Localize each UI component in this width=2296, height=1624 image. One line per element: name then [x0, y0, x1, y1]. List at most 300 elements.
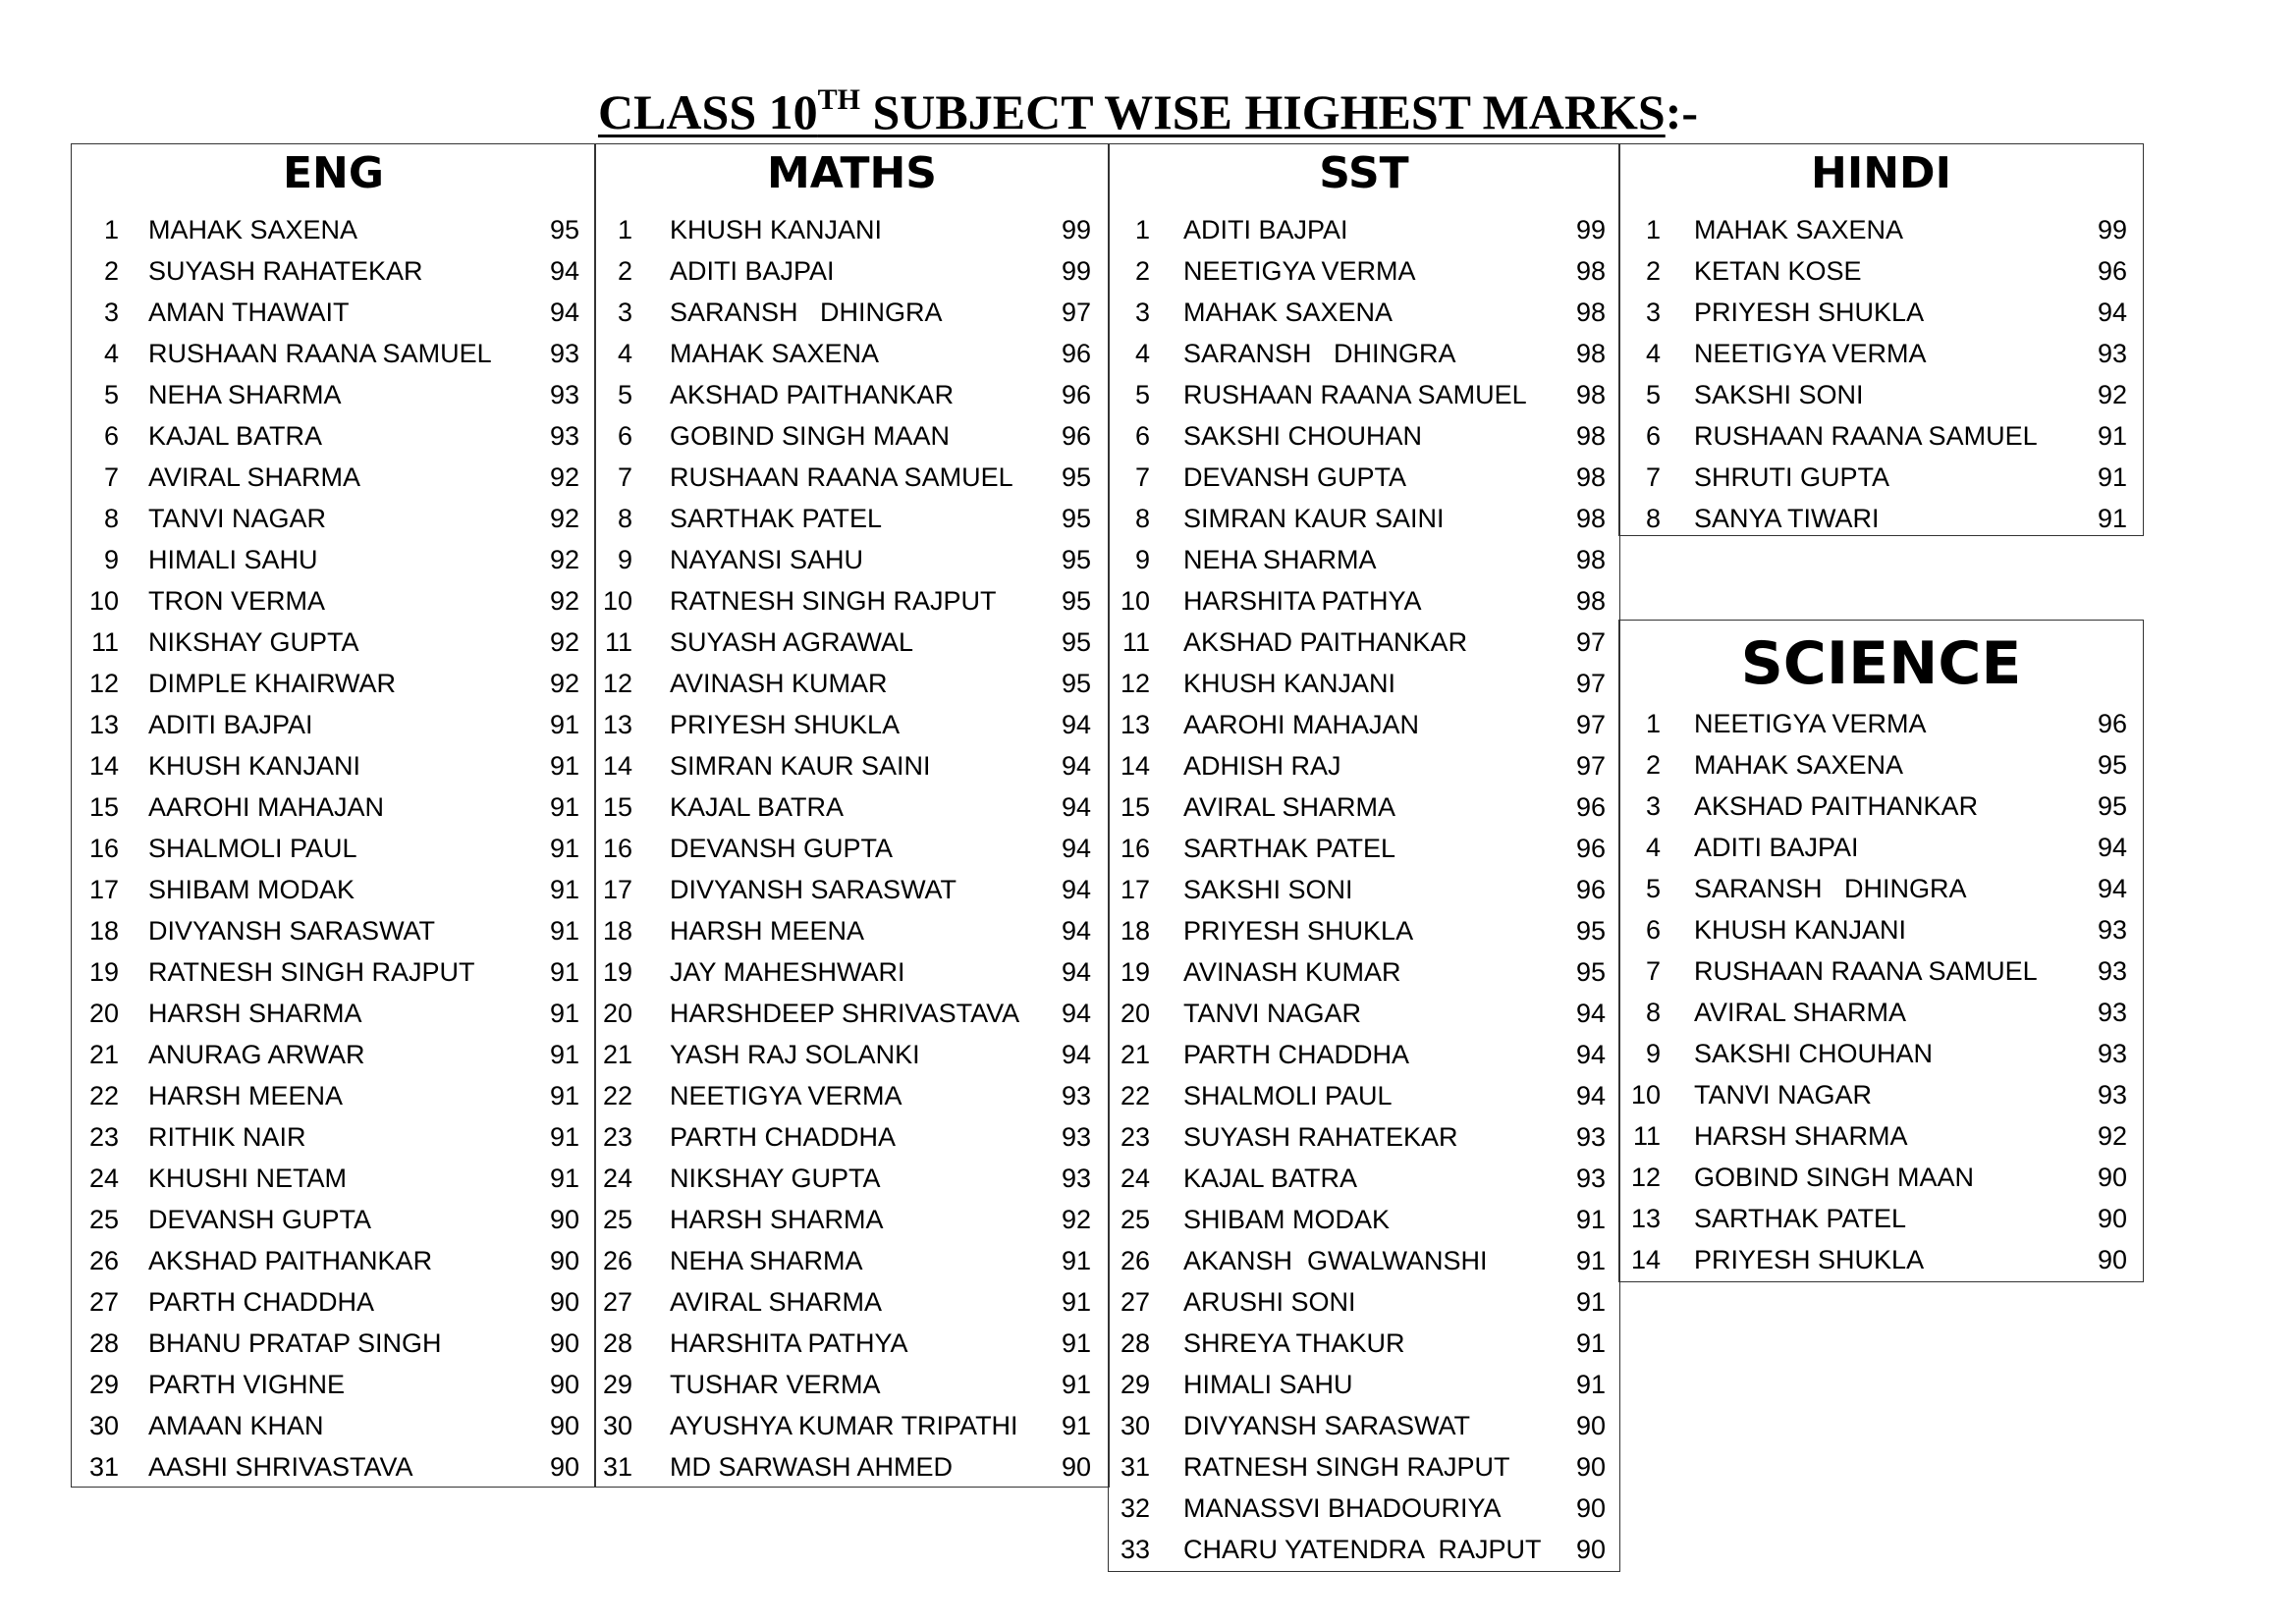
- eng-row: [72, 498, 595, 539]
- rank-number: 21: [88, 1040, 119, 1069]
- maths-row: [595, 993, 1109, 1034]
- marks: 93: [1575, 1122, 1606, 1152]
- rank-number: 17: [88, 875, 119, 904]
- student-name: HIMALI SAHU: [1183, 1370, 1353, 1399]
- student-name: MAHAK SAXENA: [670, 339, 880, 368]
- rank-number: 10: [88, 586, 119, 616]
- hindi-row: [1619, 374, 2143, 415]
- student-name: KHUSH KANJANI: [670, 215, 883, 244]
- sst-row: [1109, 1075, 1619, 1116]
- sst-row: [1109, 1034, 1619, 1075]
- rank-number: 20: [1120, 999, 1150, 1028]
- science-row: [1619, 950, 2143, 992]
- science-row: [1619, 703, 2143, 744]
- eng-row: [72, 745, 595, 786]
- student-name: AKSHAD PAITHANKAR: [148, 1246, 433, 1275]
- student-name: MAHAK SAXENA: [148, 215, 358, 244]
- rank-number: 22: [602, 1081, 632, 1110]
- marks: 97: [1575, 669, 1606, 698]
- marks: 98: [1575, 421, 1606, 451]
- student-name: HARSHITA PATHYA: [670, 1328, 908, 1358]
- sst-row: [1109, 1240, 1619, 1281]
- marks: 90: [549, 1411, 579, 1440]
- sst-row: [1109, 1529, 1619, 1570]
- marks: 93: [2097, 915, 2127, 945]
- science-row: [1619, 1239, 2143, 1280]
- marks: 94: [1061, 999, 1091, 1028]
- marks: 95: [1061, 545, 1091, 574]
- eng-row: [72, 539, 595, 580]
- marks: 92: [549, 669, 579, 698]
- student-name: KHUSH KANJANI: [1183, 669, 1396, 698]
- marks: 98: [1575, 256, 1606, 286]
- sst-row: [1109, 1364, 1619, 1405]
- rank-number: 24: [1120, 1164, 1150, 1193]
- marks: 94: [1575, 1081, 1606, 1110]
- sst-row: [1109, 1281, 1619, 1323]
- student-name: HARSH MEENA: [148, 1081, 344, 1110]
- marks: 95: [1061, 669, 1091, 698]
- student-name: KAJAL BATRA: [670, 792, 845, 822]
- rank-number: 9: [1134, 545, 1150, 574]
- marks: 92: [1061, 1205, 1091, 1234]
- marks: 92: [549, 504, 579, 533]
- science-row: [1619, 1074, 2143, 1115]
- rank-number: 1: [617, 215, 632, 244]
- rank-number: 1: [1134, 215, 1150, 244]
- marks: 91: [549, 957, 579, 987]
- rank-number: 3: [1134, 298, 1150, 327]
- marks: 95: [1575, 916, 1606, 946]
- science-row: [1619, 1157, 2143, 1198]
- hindi-row: [1619, 457, 2143, 498]
- rank-number: 15: [602, 792, 632, 822]
- marks: 94: [1575, 999, 1606, 1028]
- maths-row: [595, 622, 1109, 663]
- marks: 91: [549, 1164, 579, 1193]
- sst-row: [1109, 1446, 1619, 1488]
- rank-number: 30: [88, 1411, 119, 1440]
- student-name: RITHIK NAIR: [148, 1122, 306, 1152]
- marks: 93: [1061, 1081, 1091, 1110]
- student-name: AVIRAL SHARMA: [148, 462, 361, 492]
- marks: 91: [1061, 1370, 1091, 1399]
- rank-number: 14: [1120, 751, 1150, 781]
- marks: 99: [2097, 215, 2127, 244]
- eng-row: [72, 333, 595, 374]
- rank-number: 6: [1645, 915, 1661, 945]
- rank-number: 16: [88, 834, 119, 863]
- rank-number: 14: [602, 751, 632, 781]
- rank-number: 5: [103, 380, 119, 409]
- student-name: TANVI NAGAR: [1694, 1080, 1873, 1110]
- marks: 91: [549, 916, 579, 946]
- eng-heading: ENG: [283, 148, 384, 198]
- student-name: SARANSH DHINGRA: [1183, 339, 1456, 368]
- rank-number: 16: [602, 834, 632, 863]
- rank-number: 7: [617, 462, 632, 492]
- student-name: NEHA SHARMA: [1183, 545, 1377, 574]
- eng-row: [72, 704, 595, 745]
- sst-row: [1109, 745, 1619, 786]
- science-row: [1619, 785, 2143, 827]
- student-name: MAHAK SAXENA: [1183, 298, 1394, 327]
- rank-number: 8: [617, 504, 632, 533]
- marks: 91: [549, 710, 579, 739]
- student-name: RUSHAAN RAANA SAMUEL: [1694, 421, 2038, 451]
- sst-row: [1109, 1405, 1619, 1446]
- rank-number: 29: [1120, 1370, 1150, 1399]
- marks: 91: [549, 1122, 579, 1152]
- eng-row: [72, 374, 595, 415]
- rank-number: 30: [602, 1411, 632, 1440]
- rank-number: 11: [1121, 627, 1150, 657]
- student-name: GOBIND SINGH MAAN: [670, 421, 951, 451]
- marks: 96: [1061, 339, 1091, 368]
- maths-row: [595, 828, 1109, 869]
- rank-number: 27: [1120, 1287, 1150, 1317]
- rank-number: 10: [602, 586, 632, 616]
- eng-row: [72, 1446, 595, 1488]
- eng-row: [72, 209, 595, 250]
- marks: 94: [1061, 792, 1091, 822]
- eng-row: [72, 993, 595, 1034]
- hindi-row: [1619, 250, 2143, 292]
- rank-number: 6: [1645, 421, 1661, 451]
- eng-row: [72, 951, 595, 993]
- marks: 90: [2097, 1245, 2127, 1274]
- marks: 91: [2097, 504, 2127, 533]
- student-name: SARTHAK PATEL: [1694, 1204, 1907, 1233]
- marks: 91: [1575, 1287, 1606, 1317]
- sst-row: [1109, 622, 1619, 663]
- eng-row: [72, 869, 595, 910]
- maths-row: [595, 1116, 1109, 1158]
- maths-row: [595, 745, 1109, 786]
- rank-number: 17: [1120, 875, 1150, 904]
- marks: 95: [2097, 791, 2127, 821]
- marks: 97: [1575, 751, 1606, 781]
- student-name: HARSH SHARMA: [670, 1205, 884, 1234]
- student-name: DIVYANSH SARASWAT: [1183, 1411, 1471, 1440]
- marks: 96: [1575, 875, 1606, 904]
- marks: 94: [1061, 957, 1091, 987]
- sst-row: [1109, 1158, 1619, 1199]
- student-name: CHARU YATENDRA RAJPUT: [1183, 1535, 1542, 1564]
- marks: 94: [2097, 298, 2127, 327]
- rank-number: 2: [1645, 750, 1661, 780]
- rank-number: 13: [88, 710, 119, 739]
- sst-row: [1109, 1323, 1619, 1364]
- student-name: SUYASH AGRAWAL: [670, 627, 914, 657]
- rank-number: 28: [88, 1328, 119, 1358]
- marks: 96: [1575, 792, 1606, 822]
- rank-number: 20: [88, 999, 119, 1028]
- marks: 91: [2097, 421, 2127, 451]
- sst-row: [1109, 539, 1619, 580]
- student-name: SUYASH RAHATEKAR: [1183, 1122, 1458, 1152]
- student-name: KETAN KOSE: [1694, 256, 1862, 286]
- marks: 90: [549, 1370, 579, 1399]
- hindi-row: [1619, 333, 2143, 374]
- rank-number: 25: [602, 1205, 632, 1234]
- student-name: SHALMOLI PAUL: [148, 834, 357, 863]
- eng-row: [72, 622, 595, 663]
- marks: 95: [1061, 627, 1091, 657]
- student-name: RUSHAAN RAANA SAMUEL: [1183, 380, 1527, 409]
- rank-number: 9: [103, 545, 119, 574]
- student-name: AMAN THAWAIT: [148, 298, 350, 327]
- student-name: NIKSHAY GUPTA: [148, 627, 359, 657]
- title-superscript: TH: [817, 83, 860, 116]
- maths-row: [595, 333, 1109, 374]
- marks: 98: [1575, 339, 1606, 368]
- rank-number: 14: [88, 751, 119, 781]
- student-name: PARTH CHADDHA: [148, 1287, 375, 1317]
- rank-number: 21: [1120, 1040, 1150, 1069]
- student-name: RUSHAAN RAANA SAMUEL: [1694, 956, 2038, 986]
- student-name: PRIYESH SHUKLA: [1694, 298, 1925, 327]
- eng-row: [72, 415, 595, 457]
- eng-row: [72, 1199, 595, 1240]
- rank-number: 4: [1134, 339, 1150, 368]
- rank-number: 4: [103, 339, 119, 368]
- student-name: GOBIND SINGH MAAN: [1694, 1163, 1975, 1192]
- student-name: KHUSHI NETAM: [148, 1164, 348, 1193]
- student-name: NEETIGYA VERMA: [1694, 339, 1927, 368]
- marks: 95: [1061, 504, 1091, 533]
- sst-row: [1109, 374, 1619, 415]
- sst-row: [1109, 415, 1619, 457]
- student-name: AKSHAD PAITHANKAR: [670, 380, 955, 409]
- student-name: ARUSHI SONI: [1183, 1287, 1356, 1317]
- eng-row: [72, 1158, 595, 1199]
- marks: 93: [2097, 339, 2127, 368]
- student-name: TRON VERMA: [148, 586, 326, 616]
- rank-number: 32: [1120, 1493, 1150, 1523]
- marks: 94: [1061, 1040, 1091, 1069]
- rank-number: 3: [1645, 791, 1661, 821]
- rank-number: 15: [88, 792, 119, 822]
- rank-number: 3: [1645, 298, 1661, 327]
- rank-number: 18: [602, 916, 632, 946]
- maths-row: [595, 374, 1109, 415]
- rank-number: 13: [602, 710, 632, 739]
- student-name: AKSHAD PAITHANKAR: [1694, 791, 1979, 821]
- marks: 91: [2097, 462, 2127, 492]
- rank-number: 16: [1120, 834, 1150, 863]
- science-row: [1619, 1115, 2143, 1157]
- sst-row: [1109, 292, 1619, 333]
- student-name: DIMPLE KHAIRWAR: [148, 669, 397, 698]
- marks: 94: [549, 298, 579, 327]
- student-name: KAJAL BATRA: [1183, 1164, 1358, 1193]
- rank-number: 28: [602, 1328, 632, 1358]
- sst-row: [1109, 828, 1619, 869]
- student-name: SARANSH DHINGRA: [670, 298, 943, 327]
- student-name: RATNESH SINGH RAJPUT: [670, 586, 997, 616]
- student-name: KAJAL BATRA: [148, 421, 323, 451]
- student-name: TANVI NAGAR: [1183, 999, 1362, 1028]
- student-name: ADITI BAJPAI: [670, 256, 835, 286]
- marks: 91: [549, 999, 579, 1028]
- sst-row: [1109, 1116, 1619, 1158]
- rank-number: 8: [1134, 504, 1150, 533]
- rank-number: 8: [1645, 998, 1661, 1027]
- student-name: AKANSH GWALWANSHI: [1183, 1246, 1488, 1275]
- rank-number: 9: [617, 545, 632, 574]
- rank-number: 18: [1120, 916, 1150, 946]
- hindi-row: [1619, 498, 2143, 539]
- student-name: JAY MAHESHWARI: [670, 957, 905, 987]
- student-name: PRIYESH SHUKLA: [1183, 916, 1414, 946]
- sst-row: [1109, 663, 1619, 704]
- marks: 90: [1575, 1411, 1606, 1440]
- eng-row: [72, 1075, 595, 1116]
- hindi-heading: HINDI: [1811, 148, 1951, 198]
- marks: 91: [549, 792, 579, 822]
- student-name: NEETIGYA VERMA: [1694, 709, 1927, 738]
- rank-number: 10: [1120, 586, 1150, 616]
- hindi-table: [1618, 143, 2144, 536]
- sst-row: [1109, 951, 1619, 993]
- marks: 93: [2097, 1080, 2127, 1110]
- marks: 94: [1575, 1040, 1606, 1069]
- rank-number: 7: [1645, 956, 1661, 986]
- marks: 91: [549, 1040, 579, 1069]
- science-row: [1619, 827, 2143, 868]
- student-name: NEHA SHARMA: [148, 380, 342, 409]
- marks: 92: [549, 545, 579, 574]
- rank-number: 2: [103, 256, 119, 286]
- marks: 95: [1575, 957, 1606, 987]
- sst-row: [1109, 786, 1619, 828]
- maths-row: [595, 1405, 1109, 1446]
- eng-row: [72, 786, 595, 828]
- rank-number: 20: [602, 999, 632, 1028]
- maths-row: [595, 292, 1109, 333]
- rank-number: 29: [602, 1370, 632, 1399]
- eng-row: [72, 457, 595, 498]
- maths-row: [595, 704, 1109, 745]
- maths-row: [595, 910, 1109, 951]
- rank-number: 25: [88, 1205, 119, 1234]
- science-row: [1619, 909, 2143, 950]
- eng-row: [72, 1116, 595, 1158]
- rank-number: 12: [1630, 1163, 1661, 1192]
- science-row: [1619, 1198, 2143, 1239]
- eng-row: [72, 1364, 595, 1405]
- student-name: TUSHAR VERMA: [670, 1370, 881, 1399]
- marks: 91: [1061, 1411, 1091, 1440]
- student-name: TANVI NAGAR: [148, 504, 327, 533]
- student-name: SUYASH RAHATEKAR: [148, 256, 423, 286]
- student-name: MD SARWASH AHMED: [670, 1452, 954, 1482]
- rank-number: 29: [88, 1370, 119, 1399]
- eng-row: [72, 580, 595, 622]
- rank-number: 12: [88, 669, 119, 698]
- marks: 92: [2097, 380, 2127, 409]
- marks: 93: [1061, 1164, 1091, 1193]
- student-name: AAROHI MAHAJAN: [148, 792, 385, 822]
- marks: 94: [1061, 751, 1091, 781]
- student-name: AVIRAL SHARMA: [1183, 792, 1396, 822]
- student-name: DIVYANSH SARASWAT: [670, 875, 957, 904]
- sst-row: [1109, 993, 1619, 1034]
- maths-row: [595, 209, 1109, 250]
- marks: 91: [1061, 1287, 1091, 1317]
- student-name: SAKSHI CHOUHAN: [1694, 1039, 1934, 1068]
- eng-row: [72, 250, 595, 292]
- marks: 91: [1061, 1328, 1091, 1358]
- maths-row: [595, 786, 1109, 828]
- marks: 98: [1575, 298, 1606, 327]
- marks: 97: [1061, 298, 1091, 327]
- rank-number: 2: [617, 256, 632, 286]
- maths-row: [595, 663, 1109, 704]
- rank-number: 19: [1120, 957, 1150, 987]
- eng-row: [72, 1323, 595, 1364]
- maths-row: [595, 539, 1109, 580]
- sst-row: [1109, 457, 1619, 498]
- maths-row: [595, 498, 1109, 539]
- rank-number: 2: [1645, 256, 1661, 286]
- marks: 92: [2097, 1121, 2127, 1151]
- sst-row: [1109, 704, 1619, 745]
- student-name: PRIYESH SHUKLA: [1694, 1245, 1925, 1274]
- marks: 92: [549, 462, 579, 492]
- marks: 95: [1061, 462, 1091, 492]
- rank-number: 19: [602, 957, 632, 987]
- student-name: SAKSHI SONI: [1694, 380, 1864, 409]
- marks: 92: [549, 627, 579, 657]
- rank-number: 27: [602, 1287, 632, 1317]
- eng-table: [71, 143, 596, 1488]
- student-name: RUSHAAN RAANA SAMUEL: [148, 339, 492, 368]
- student-name: HARSH SHARMA: [148, 999, 362, 1028]
- marks: 95: [549, 215, 579, 244]
- rank-number: 14: [1630, 1245, 1661, 1274]
- maths-row: [595, 1364, 1109, 1405]
- rank-number: 26: [88, 1246, 119, 1275]
- marks: 91: [549, 1081, 579, 1110]
- marks: 93: [2097, 956, 2127, 986]
- eng-row: [72, 1405, 595, 1446]
- eng-row: [72, 1281, 595, 1323]
- marks: 93: [549, 339, 579, 368]
- marks: 90: [549, 1287, 579, 1317]
- rank-number: 22: [1120, 1081, 1150, 1110]
- student-name: DIVYANSH SARASWAT: [148, 916, 436, 946]
- student-name: SHRUTI GUPTA: [1694, 462, 1890, 492]
- rank-number: 28: [1120, 1328, 1150, 1358]
- rank-number: 19: [88, 957, 119, 987]
- eng-row: [72, 1034, 595, 1075]
- rank-number: 7: [103, 462, 119, 492]
- marks: 99: [1061, 256, 1091, 286]
- title-main: CLASS 10: [597, 84, 818, 139]
- rank-number: 30: [1120, 1411, 1150, 1440]
- student-name: PARTH CHADDHA: [1183, 1040, 1410, 1069]
- marks: 91: [549, 875, 579, 904]
- sst-row: [1109, 333, 1619, 374]
- maths-row: [595, 580, 1109, 622]
- marks: 91: [1061, 1246, 1091, 1275]
- student-name: SHIBAM MODAK: [148, 875, 355, 904]
- student-name: MANASSVI BHADOURIYA: [1183, 1493, 1502, 1523]
- maths-row: [595, 869, 1109, 910]
- sst-table: [1108, 143, 1620, 1572]
